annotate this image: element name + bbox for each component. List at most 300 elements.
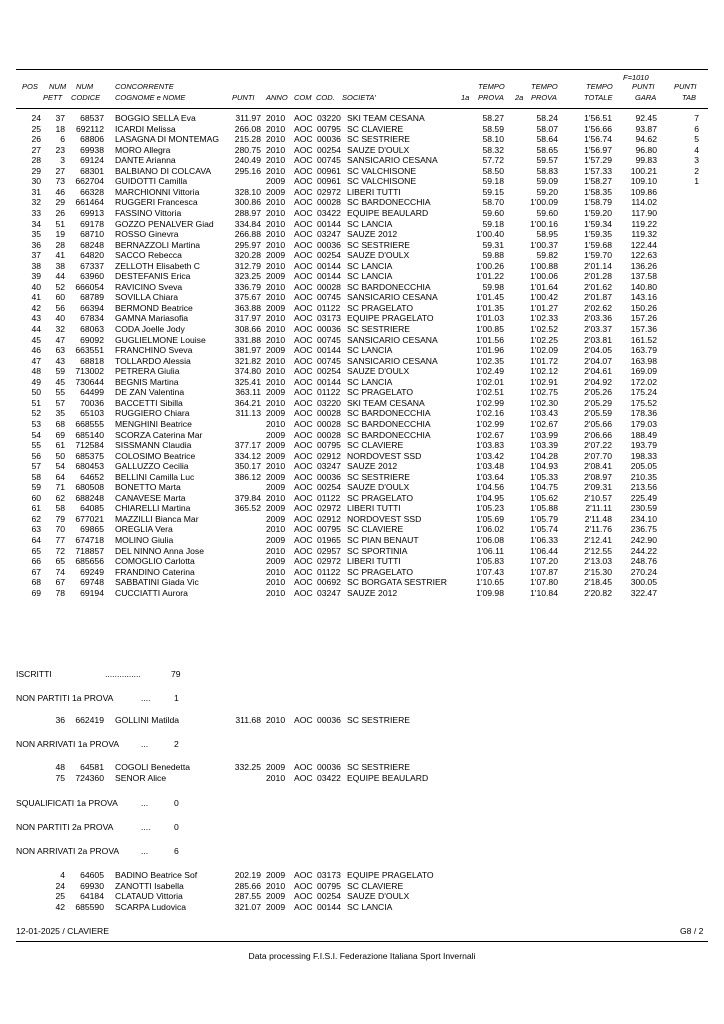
cell-codice: 730644 xyxy=(75,376,104,387)
section-dots: .... xyxy=(141,693,151,703)
cell-gara: 188.49 xyxy=(630,429,657,440)
cell-tot: 2'15.30 xyxy=(584,566,612,577)
cell-tot: 2'07.70 xyxy=(584,450,612,461)
cell-pett: 27 xyxy=(55,165,65,176)
cell-cod: 00036 xyxy=(317,134,341,145)
cell-punti: 381.97 xyxy=(234,345,261,356)
table-row xyxy=(0,292,724,302)
cell-nome: BOGGIO SELLA Eva xyxy=(115,113,196,123)
cell-nome: SENOR Alice xyxy=(115,772,167,783)
cell-pett: 40 xyxy=(55,313,65,324)
cell-anno: 2010 xyxy=(266,524,286,535)
cell-punti: 350.17 xyxy=(234,461,261,472)
table-row xyxy=(0,219,724,229)
cell-punti: 285.66 xyxy=(234,880,261,891)
cell-codice: 662704 xyxy=(75,176,104,187)
cell-tot: 1'59.35 xyxy=(584,229,612,240)
cell-soc: SC BARDONECCHIA xyxy=(347,281,431,292)
cell-pos: 66 xyxy=(31,556,41,567)
cell-cod: 03220 xyxy=(317,113,341,123)
cell-anno: 2010 xyxy=(266,229,286,240)
cell-punti: 332.25 xyxy=(234,762,261,772)
cell-codice: 67337 xyxy=(80,260,104,271)
section-count: 2 xyxy=(174,739,179,749)
cell-cod: 00144 xyxy=(317,376,341,387)
iscritti-dots: ............... xyxy=(105,669,141,679)
cell-punti: 280.75 xyxy=(234,144,261,155)
cell-gara: 210.35 xyxy=(630,471,657,482)
cell-p2: 1'02.52 xyxy=(530,324,558,334)
cell-nome: COMOGLIO Carlotta xyxy=(115,556,195,567)
cell-p1: 1'01.03 xyxy=(476,313,504,324)
cell-tot: 1'57.29 xyxy=(584,155,612,166)
cell-tot: 2'08.97 xyxy=(584,471,612,482)
cell-com: AOC xyxy=(294,260,313,271)
cell-soc: LIBERI TUTTI xyxy=(347,186,401,197)
table-row xyxy=(0,208,724,218)
cell-gara: 213.56 xyxy=(630,482,657,493)
cell-pett: 70 xyxy=(55,524,65,535)
cell-nome: GAMNA Mariasofia xyxy=(115,313,189,324)
table-row xyxy=(0,155,724,165)
table-row xyxy=(0,588,724,598)
cell-nome: MENGHINI Beatrice xyxy=(115,418,192,429)
table-row xyxy=(0,134,724,144)
section-dots: ... xyxy=(141,739,149,749)
cell-com: AOC xyxy=(294,901,313,912)
cell-p2: 1'03.39 xyxy=(530,440,558,451)
cell-pett: 63 xyxy=(55,345,65,356)
cell-pos: 31 xyxy=(31,186,41,197)
cell-pos: 25 xyxy=(31,123,41,134)
cell-tot: 2'01.14 xyxy=(584,260,612,271)
cell-soc: SANSICARIO CESANA xyxy=(347,155,438,166)
cell-pett: 4 xyxy=(60,870,65,880)
table-row xyxy=(0,324,724,334)
cell-punti: 321.82 xyxy=(234,355,261,366)
cell-anno: 2009 xyxy=(266,901,286,912)
cell-p1: 1'03.83 xyxy=(476,440,504,451)
table-row xyxy=(0,567,724,577)
cell-pos: 51 xyxy=(31,397,41,408)
cell-pett: 77 xyxy=(55,535,65,545)
cell-soc: SC LANCIA xyxy=(347,271,393,282)
cell-com: AOC xyxy=(294,566,313,577)
cell-p1: 1'04.95 xyxy=(476,492,504,503)
cell-nome: GOZZO PENALVER Giad xyxy=(115,218,214,229)
cell-cod: 03247 xyxy=(317,229,341,240)
cell-soc: SC CLAVIERE xyxy=(347,123,404,134)
table-row xyxy=(0,535,724,545)
cell-pett: 26 xyxy=(55,207,65,218)
cell-codice: 69178 xyxy=(80,218,104,229)
cell-com: AOC xyxy=(294,545,313,556)
cell-gara: 300.05 xyxy=(630,577,657,588)
cell-anno: 2010 xyxy=(266,376,286,387)
cell-tab: 2 xyxy=(694,165,699,176)
header-prova2: PROVA xyxy=(531,93,557,102)
cell-soc: LIBERI TUTTI xyxy=(347,556,401,567)
cell-p2: 58.64 xyxy=(536,134,558,145)
header-codice: CODICE xyxy=(71,93,101,102)
cell-pos: 68 xyxy=(31,577,41,588)
cell-nome: GUIDOTTI Camilla xyxy=(115,176,188,187)
cell-codice: 69938 xyxy=(80,144,104,155)
cell-pett: 28 xyxy=(55,239,65,250)
cell-p1: 1'02.01 xyxy=(476,376,504,387)
cell-soc: SC LANCIA xyxy=(347,376,393,387)
cell-pett: 75 xyxy=(55,772,65,783)
cell-nome: BACCETTI Sibilla xyxy=(115,397,183,408)
cell-codice: 68537 xyxy=(80,113,104,123)
cell-tot: 2'12.55 xyxy=(584,545,612,556)
cell-nome: COGOLI Benedetta xyxy=(115,762,190,772)
cell-pos: 47 xyxy=(31,355,41,366)
cell-cod: 00144 xyxy=(317,345,341,356)
cell-punti: 311.97 xyxy=(235,113,261,123)
cell-anno: 2009 xyxy=(266,429,286,440)
cell-cod: 03422 xyxy=(317,772,341,783)
cell-gara: 122.63 xyxy=(630,250,657,261)
cell-soc: SC LANCIA xyxy=(347,901,393,912)
cell-anno: 2009 xyxy=(266,250,286,261)
table-row xyxy=(0,524,724,534)
cell-codice: 64820 xyxy=(80,250,104,261)
cell-soc: SC SESTRIERE xyxy=(347,134,411,145)
cell-gara: 150.26 xyxy=(630,302,657,313)
cell-pos: 30 xyxy=(31,176,41,187)
cell-codice: 724360 xyxy=(75,772,104,783)
cell-codice: 688248 xyxy=(75,492,104,503)
header-tempo-tot: TEMPO xyxy=(586,82,613,91)
cell-nome: ICARDI Melissa xyxy=(115,123,176,134)
cell-p1: 59.31 xyxy=(482,239,504,250)
table-row xyxy=(0,124,724,134)
cell-pett: 71 xyxy=(55,482,65,493)
cell-p2: 1'06.44 xyxy=(530,545,558,556)
cell-punti: 295.97 xyxy=(234,239,261,250)
cell-anno: 2009 xyxy=(266,535,286,545)
cell-codice: 68818 xyxy=(80,355,104,366)
cell-codice: 64085 xyxy=(80,503,104,514)
cell-nome: CUCCIATTI Aurora xyxy=(115,587,188,598)
cell-com: AOC xyxy=(294,218,313,229)
cell-p2: 1'02.75 xyxy=(530,387,558,398)
cell-tot: 2'13.03 xyxy=(584,556,612,567)
cell-pos: 56 xyxy=(31,450,41,461)
cell-nome: FRANCHINO Sveva xyxy=(115,345,193,356)
f-label: F=1010 xyxy=(623,73,649,82)
cell-p2: 1'04.75 xyxy=(530,482,558,493)
cell-anno: 2009 xyxy=(266,870,286,880)
cell-p2: 1'02.09 xyxy=(530,345,558,356)
section-label: NON PARTITI 1a PROVA xyxy=(16,693,114,703)
cell-soc: SC SESTRIERE xyxy=(347,239,411,250)
cell-soc: SC PIAN BENAUT xyxy=(347,535,419,545)
cell-p2: 1'05.74 xyxy=(530,524,558,535)
cell-p2: 58.07 xyxy=(536,123,558,134)
cell-tab: 3 xyxy=(694,155,699,166)
cell-p2: 1'03.99 xyxy=(530,429,558,440)
cell-codice: 68710 xyxy=(80,229,104,240)
cell-gara: 161.52 xyxy=(630,334,657,345)
cell-pett: 62 xyxy=(55,492,65,503)
cell-gara: 175.24 xyxy=(630,387,657,398)
cell-com: AOC xyxy=(294,313,313,324)
cell-gara: 96.80 xyxy=(635,144,657,155)
cell-p2: 58.24 xyxy=(536,113,558,123)
cell-nome: TOLLARDO Alessia xyxy=(115,355,191,366)
cell-codice: 685140 xyxy=(75,429,104,440)
cell-p1: 1'10.65 xyxy=(476,577,504,588)
cell-codice: 661464 xyxy=(75,197,104,208)
cell-com: AOC xyxy=(294,418,313,429)
cell-p1: 1'06.02 xyxy=(476,524,504,535)
cell-com: AOC xyxy=(294,271,313,282)
cell-anno: 2010 xyxy=(266,260,286,271)
cell-tot: 2'11.76 xyxy=(584,524,612,535)
section-count: 1 xyxy=(174,693,179,703)
cell-codice: 64605 xyxy=(80,870,104,880)
cell-gara: 119.22 xyxy=(631,218,657,229)
cell-pett: 69 xyxy=(55,429,65,440)
cell-nome: SABBATINI Giada Vic xyxy=(115,577,199,588)
section-entry-row xyxy=(0,762,724,772)
cell-com: AOC xyxy=(294,577,313,588)
table-row xyxy=(0,408,724,418)
section-label: SQUALIFICATI 1a PROVA xyxy=(16,798,118,808)
cell-cod: 01122 xyxy=(317,566,341,577)
cell-cod: 00745 xyxy=(317,292,341,303)
cell-com: AOC xyxy=(294,503,313,514)
cell-soc: SC CLAVIERE xyxy=(347,524,404,535)
cell-pos: 44 xyxy=(31,324,41,334)
cell-gara: 99.83 xyxy=(635,155,657,166)
cell-cod: 01122 xyxy=(317,387,341,398)
cell-punti: 312.79 xyxy=(234,260,261,271)
cell-punti: 363.88 xyxy=(234,302,261,313)
cell-p2: 1'05.33 xyxy=(530,471,558,482)
cell-com: AOC xyxy=(294,345,313,356)
cell-punti: 328.10 xyxy=(234,186,261,197)
header-cod: COD. xyxy=(316,93,335,102)
table-row xyxy=(0,546,724,556)
cell-gara: 175.52 xyxy=(630,397,657,408)
cell-anno: 2010 xyxy=(266,324,286,334)
cell-nome: DE ZAN Valentina xyxy=(115,387,185,398)
cell-codice: 64184 xyxy=(80,891,104,902)
cell-nome: CODA Joelle Jody xyxy=(115,324,185,334)
table-row xyxy=(0,313,724,323)
header-prova1a: 1a xyxy=(461,93,470,102)
cell-nome: ZANOTTI Isabella xyxy=(115,880,184,891)
cell-punti: 311.68 xyxy=(235,715,261,725)
cell-pett: 37 xyxy=(55,113,65,123)
cell-com: AOC xyxy=(294,440,313,451)
cell-anno: 2010 xyxy=(266,397,286,408)
cell-p2: 1'02.67 xyxy=(530,418,558,429)
cell-anno: 2010 xyxy=(266,880,286,891)
cell-com: AOC xyxy=(294,155,313,166)
cell-cod: 01122 xyxy=(317,492,341,503)
cell-p2: 1'07.87 xyxy=(530,566,558,577)
cell-anno: 2010 xyxy=(266,218,286,229)
cell-anno: 2009 xyxy=(266,302,286,313)
cell-com: AOC xyxy=(294,461,313,472)
cell-pett: 73 xyxy=(55,176,65,187)
cell-tot: 2'11.48 xyxy=(584,513,612,524)
cell-cod: 00795 xyxy=(317,440,341,451)
cell-anno: 2010 xyxy=(266,334,286,345)
cell-nome: GALLUZZO Cecilia xyxy=(115,461,189,472)
cell-codice: 668555 xyxy=(75,418,104,429)
cell-soc: SANSICARIO CESANA xyxy=(347,355,438,366)
cell-anno: 2009 xyxy=(266,503,286,514)
cell-com: AOC xyxy=(294,450,313,461)
cell-anno: 2010 xyxy=(266,313,286,324)
table-row xyxy=(0,166,724,176)
cell-p1: 1'02.49 xyxy=(476,366,504,377)
cell-p2: 1'04.28 xyxy=(530,450,558,461)
cell-punti: 266.08 xyxy=(234,123,261,134)
cell-gara: 179.03 xyxy=(630,418,657,429)
cell-codice: 713002 xyxy=(75,366,104,377)
cell-p2: 58.65 xyxy=(536,144,558,155)
cell-anno: 2010 xyxy=(266,155,286,166)
cell-pett: 56 xyxy=(55,302,65,313)
cell-pett: 68 xyxy=(55,418,65,429)
cell-gara: 163.79 xyxy=(630,345,657,356)
cell-anno: 2009 xyxy=(266,271,286,282)
cell-pos: 38 xyxy=(31,260,41,271)
section-entry-row xyxy=(0,891,724,901)
cell-pett: 55 xyxy=(55,387,65,398)
cell-pett: 23 xyxy=(55,144,65,155)
cell-p1: 58.70 xyxy=(482,197,504,208)
cell-p1: 1'02.35 xyxy=(476,355,504,366)
cell-cod: 00028 xyxy=(317,418,341,429)
cell-p1: 58.50 xyxy=(482,165,504,176)
cell-p2: 1'00.09 xyxy=(530,197,558,208)
cell-tot: 1'56.97 xyxy=(584,144,612,155)
cell-cod: 01965 xyxy=(317,535,341,545)
cell-pos: 60 xyxy=(31,492,41,503)
cell-cod: 00961 xyxy=(317,165,341,176)
header-com: COM xyxy=(294,93,312,102)
cell-cod: 00745 xyxy=(317,355,341,366)
cell-p1: 1'02.16 xyxy=(476,408,504,419)
cell-pett: 64 xyxy=(55,471,65,482)
cell-tot: 2'01.87 xyxy=(584,292,612,303)
cell-cod: 00254 xyxy=(317,250,341,261)
cell-pos: 24 xyxy=(31,113,41,123)
section-count: 0 xyxy=(174,798,179,808)
cell-codice: 674718 xyxy=(75,535,104,545)
section-entry-row xyxy=(0,902,724,912)
cell-soc: SC SESTRIERE xyxy=(347,715,411,725)
cell-anno: 2010 xyxy=(266,113,286,123)
cell-pett: 52 xyxy=(55,281,65,292)
cell-cod: 03173 xyxy=(317,870,341,880)
cell-p1: 1'01.35 xyxy=(476,302,504,313)
cell-punti: 317.97 xyxy=(234,313,261,324)
cell-codice: 68301 xyxy=(80,165,104,176)
cell-codice: 63960 xyxy=(80,271,104,282)
cell-p2: 1'02.91 xyxy=(530,376,558,387)
cell-com: AOC xyxy=(294,334,313,345)
cell-p2: 1'00.42 xyxy=(530,292,558,303)
table-row xyxy=(0,430,724,440)
cell-cod: 01122 xyxy=(317,302,341,313)
cell-com: AOC xyxy=(294,292,313,303)
cell-punti: 375.67 xyxy=(234,292,261,303)
cell-tot: 1'56.66 xyxy=(584,123,612,134)
cell-tot: 2'18.45 xyxy=(584,577,612,588)
cell-gara: 244.22 xyxy=(630,545,657,556)
cell-pos: 40 xyxy=(31,281,41,292)
cell-tot: 1'57.33 xyxy=(584,165,612,176)
cell-nome: CLATAUD Vittoria xyxy=(115,891,183,902)
cell-soc: SC SESTRIERE xyxy=(347,762,411,772)
cell-tot: 2'04.61 xyxy=(584,366,612,377)
cell-nome: GOLLINI Matilda xyxy=(115,715,179,725)
cell-p2: 1'05.62 xyxy=(530,492,558,503)
header-tab: TAB xyxy=(682,93,697,102)
table-row xyxy=(0,493,724,503)
section-dots: ... xyxy=(141,798,149,808)
cell-pett: 46 xyxy=(55,186,65,197)
cell-p2: 59.57 xyxy=(536,155,558,166)
cell-p1: 1'05.23 xyxy=(476,503,504,514)
cell-com: AOC xyxy=(294,772,313,783)
cell-com: AOC xyxy=(294,144,313,155)
footer-page: G8 / 2 xyxy=(680,926,704,936)
cell-anno: 2010 xyxy=(266,239,286,250)
cell-anno: 2010 xyxy=(266,545,286,556)
section-count: 6 xyxy=(174,846,179,856)
cell-gara: 122.44 xyxy=(630,239,657,250)
cell-pos: 64 xyxy=(31,535,41,545)
cell-p2: 1'04.93 xyxy=(530,461,558,472)
cell-tot: 2'01.28 xyxy=(584,271,612,282)
cell-p2: 58.83 xyxy=(536,165,558,176)
cell-p2: 1'00.16 xyxy=(530,218,558,229)
cell-com: AOC xyxy=(294,397,313,408)
cell-soc: NORDOVEST SSD xyxy=(347,450,422,461)
cell-punti: 323.25 xyxy=(234,271,261,282)
cell-p2: 1'07.80 xyxy=(530,577,558,588)
cell-pos: 62 xyxy=(31,513,41,524)
cell-codice: 64581 xyxy=(80,762,104,772)
cell-anno: 2010 xyxy=(266,165,286,176)
cell-soc: NORDOVEST SSD xyxy=(347,513,422,524)
cell-p2: 58.95 xyxy=(536,229,558,240)
cell-anno: 2010 xyxy=(266,566,286,577)
section-label: NON ARRIVATI 1a PROVA xyxy=(16,739,120,749)
cell-com: AOC xyxy=(294,376,313,387)
cell-cod: 02972 xyxy=(317,503,341,514)
cell-anno: 2010 xyxy=(266,281,286,292)
cell-soc: SC CLAVIERE xyxy=(347,880,404,891)
table-row xyxy=(0,472,724,482)
table-row xyxy=(0,303,724,313)
header-totale: TOTALE xyxy=(584,93,613,102)
cell-com: AOC xyxy=(294,366,313,377)
cell-cod: 00028 xyxy=(317,197,341,208)
table-row xyxy=(0,240,724,250)
cell-p1: 1'07.43 xyxy=(476,566,504,577)
cell-punti: 266.88 xyxy=(234,229,261,240)
